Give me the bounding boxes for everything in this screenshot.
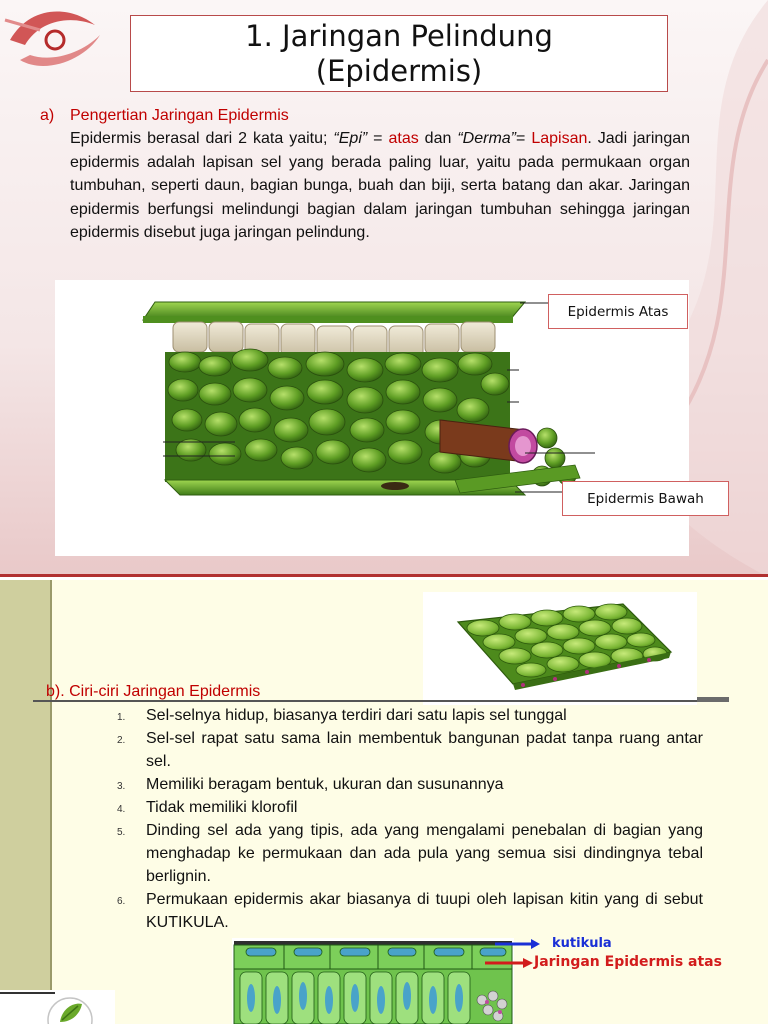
list-item xyxy=(117,888,703,934)
list-item-number: 4. xyxy=(117,804,126,815)
list-item-text: Sel-sel rapat satu sama lain membentuk bangunan padat tanpa ruang antar sel. xyxy=(146,730,703,770)
label-kutikula: kutikula xyxy=(552,936,612,951)
kutikula-arrow-icon xyxy=(495,939,540,949)
para-dan: dan xyxy=(418,130,458,147)
slide-title-line1: 1. Jaringan Pelindung xyxy=(245,18,553,53)
slide-title-box xyxy=(130,15,668,92)
list-item xyxy=(117,773,703,796)
decorative-emblem-icon xyxy=(0,0,120,80)
heading-underline-accent xyxy=(697,697,729,702)
epidermis-sheet-illustration xyxy=(423,592,697,705)
list-item xyxy=(117,819,703,888)
heading-underline xyxy=(33,700,729,702)
callout-epidermis-bawah: Epidermis Bawah xyxy=(562,481,729,516)
list-item-text: Sel-selnya hidup, biasanya terdiri dari satu lapis sel tunggal xyxy=(146,707,567,724)
epidermis-sheet-image xyxy=(423,592,697,705)
para-rest: . Jadi jaringan epidermis adalah lapisan sel yang berada paling luar, yaitu pada permukaan organ tumbuhan, seperti daun, bagian bunga, buah dan biji, serta batang dan akar. Jaringan epidermis berfungsi melindungi bagian dalam jaringan tumbuhan sehingga jaringan epidermis disebut juga jaringan pelindung. xyxy=(70,130,691,241)
slide2-sidebar-divider xyxy=(50,580,52,1024)
list-item-text: Memiliki beragam bentuk, ukuran dan susunannya xyxy=(146,776,504,793)
term-atas: atas xyxy=(388,130,419,147)
list-item-number: 6. xyxy=(117,896,126,907)
term-derma: “Derma” xyxy=(457,130,517,147)
leaf-logo-icon xyxy=(0,990,115,1024)
list-item xyxy=(117,704,703,727)
list-item-number: 2. xyxy=(117,735,126,746)
para-eq1: = xyxy=(367,130,389,147)
section-a-heading xyxy=(40,107,289,125)
term-epi: “Epi” xyxy=(333,130,368,147)
label-jaringan-epidermis-atas: Jaringan Epidermis atas xyxy=(534,954,722,970)
characteristics-list xyxy=(117,704,703,934)
slide-title-line2: (Epidermis) xyxy=(315,53,483,88)
list-item xyxy=(117,796,703,819)
list-item xyxy=(117,727,703,773)
section-a-marker: a) xyxy=(40,107,55,124)
callout-epidermis-atas: Epidermis Atas xyxy=(548,294,688,329)
list-item-text: Tidak memiliki klorofil xyxy=(146,799,298,816)
jaringan-arrow-icon xyxy=(485,958,533,968)
epidermis-cross-section-figure xyxy=(232,938,514,1024)
slide2-sidebar xyxy=(0,580,50,1024)
list-item-text: Permukaan epidermis akar biasanya di tuupi oleh lapisan kitin yang di sebut KUTIKULA. xyxy=(146,891,703,931)
term-lapisan: Lapisan xyxy=(531,130,588,147)
definition-paragraph xyxy=(70,127,690,245)
para-prefix: Epidermis berasal dari 2 kata yaitu; xyxy=(70,130,334,147)
list-item-number: 5. xyxy=(117,827,126,838)
list-item-number: 1. xyxy=(117,712,126,723)
section-b-heading: b). Ciri-ciri Jaringan Epidermis xyxy=(46,683,261,700)
list-item-number: 3. xyxy=(117,781,126,792)
slide-epidermis-characteristics xyxy=(0,580,768,1024)
para-eq2: = xyxy=(516,130,526,147)
section-a-title: Pengertian Jaringan Epidermis xyxy=(70,107,289,124)
list-item-text: Dinding sel ada yang tipis, ada yang mengalami penebalan di bagian yang menghadap ke permukaan dan ada pula yang semua sisi dindingnya tebal berlignin. xyxy=(146,822,703,885)
